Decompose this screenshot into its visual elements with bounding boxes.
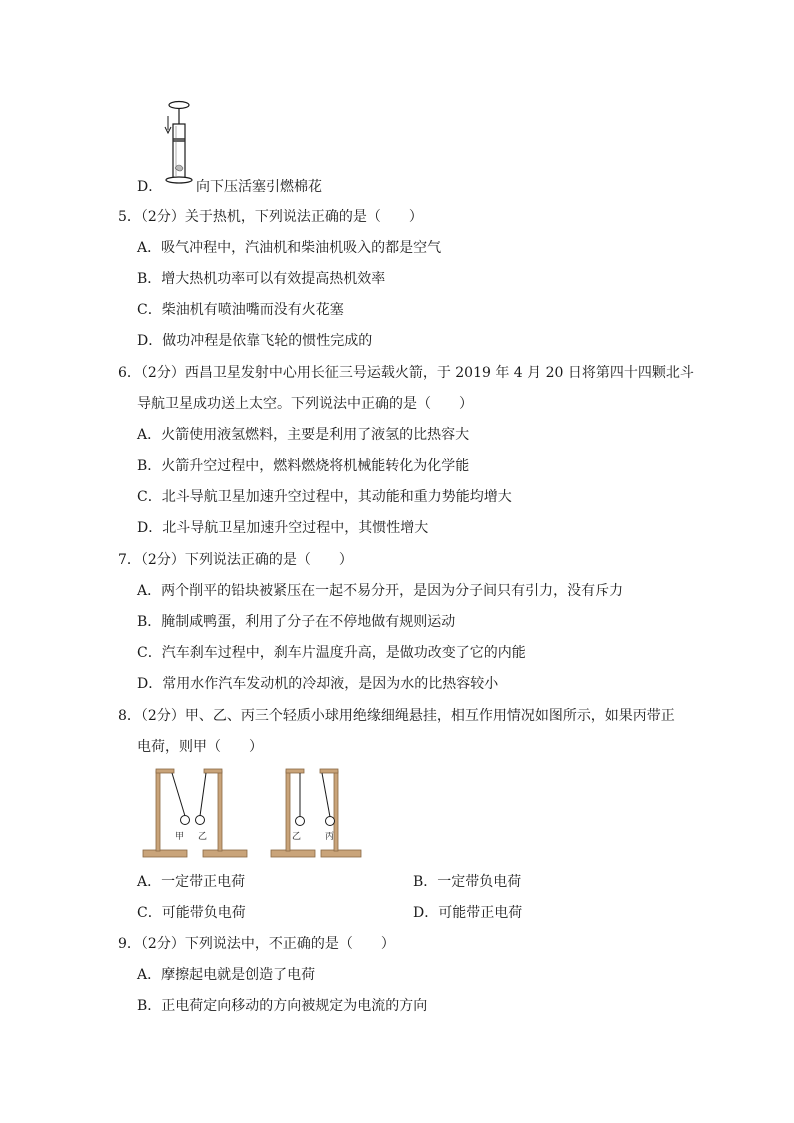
q5-option-a: A．吸气冲程中，汽油机和柴油机吸入的都是空气 xyxy=(137,240,442,256)
piston-cylinder-figure xyxy=(160,98,194,190)
q8-option-b: B．一定带负电荷 xyxy=(413,874,522,890)
q6-option-b: B．火箭升空过程中，燃料燃烧将机械能转化为化学能 xyxy=(137,458,470,474)
q5-option-d: D．做功冲程是依靠飞轮的惯性完成的 xyxy=(137,333,373,349)
question-6-stem-line2: 导航卫星成功送上太空。下列说法中正确的是（ ） xyxy=(137,396,473,412)
question-5-stem: 5．（2分）关于热机，下列说法正确的是（ ） xyxy=(118,209,423,225)
q9-option-a: A．摩擦起电就是创造了电荷 xyxy=(137,967,316,983)
question-6-stem-line1: 6．（2分）西昌卫星发射中心用长征三号运载火箭，于 2019 年 4 月 20 日将第四十四颗北斗 xyxy=(118,365,694,381)
question-8-stem-line1: 8．（2分）甲、乙、丙三个轻质小球用绝缘细绳悬挂，相互作用情况如图所示，如果丙带正 xyxy=(118,708,675,724)
label-yi-1: 乙 xyxy=(198,832,208,842)
q4-option-d-label: D． xyxy=(137,179,163,195)
q7-option-d: D．常用水作汽车发动机的冷却液，是因为水的比热容较小 xyxy=(137,676,499,692)
question-8-stem-line2: 电荷，则甲（ ） xyxy=(137,739,263,755)
ball-bing xyxy=(326,817,335,826)
ball-jia xyxy=(181,816,190,825)
q5-option-c: C．柴油机有喷油嘴而没有火花塞 xyxy=(137,302,344,318)
q6-option-d: D．北斗导航卫星加速升空过程中，其惯性增大 xyxy=(137,520,429,536)
ball-yi-right xyxy=(296,817,305,826)
q6-option-a: A．火箭使用液氢燃料，主要是利用了液氢的比热容大 xyxy=(137,427,470,443)
label-bing: 丙 xyxy=(325,832,335,842)
q8-option-a: A．一定带正电荷 xyxy=(137,874,246,890)
q4-option-d-text: 向下压活塞引燃棉花 xyxy=(196,179,322,195)
q8-option-d: D．可能带正电荷 xyxy=(413,905,523,921)
question-9-stem: 9．（2分）下列说法中，不正确的是（ ） xyxy=(118,936,395,952)
q6-option-c: C．北斗导航卫星加速升空过程中，其动能和重力势能均增大 xyxy=(137,489,512,505)
q5-option-b: B．增大热机功率可以有效提高热机效率 xyxy=(137,271,386,287)
charged-balls-figure xyxy=(140,766,362,860)
label-yi-2: 乙 xyxy=(292,832,302,842)
label-jia: 甲 xyxy=(175,832,185,842)
q9-option-b: B．正电荷定向移动的方向被规定为电流的方向 xyxy=(137,998,428,1014)
q7-option-c: C．汽车刹车过程中，刹车片温度升高，是做功改变了它的内能 xyxy=(137,645,526,661)
q7-option-a: A．两个削平的铅块被紧压在一起不易分开，是因为分子间只有引力，没有斥力 xyxy=(137,583,624,599)
q8-option-c: C．可能带负电荷 xyxy=(137,905,246,921)
stand-left xyxy=(143,769,361,857)
q7-option-b: B．腌制咸鸭蛋，利用了分子在不停地做有规则运动 xyxy=(137,614,456,630)
question-7-stem: 7．（2分）下列说法正确的是（ ） xyxy=(118,552,353,568)
ball-yi-left xyxy=(196,816,205,825)
